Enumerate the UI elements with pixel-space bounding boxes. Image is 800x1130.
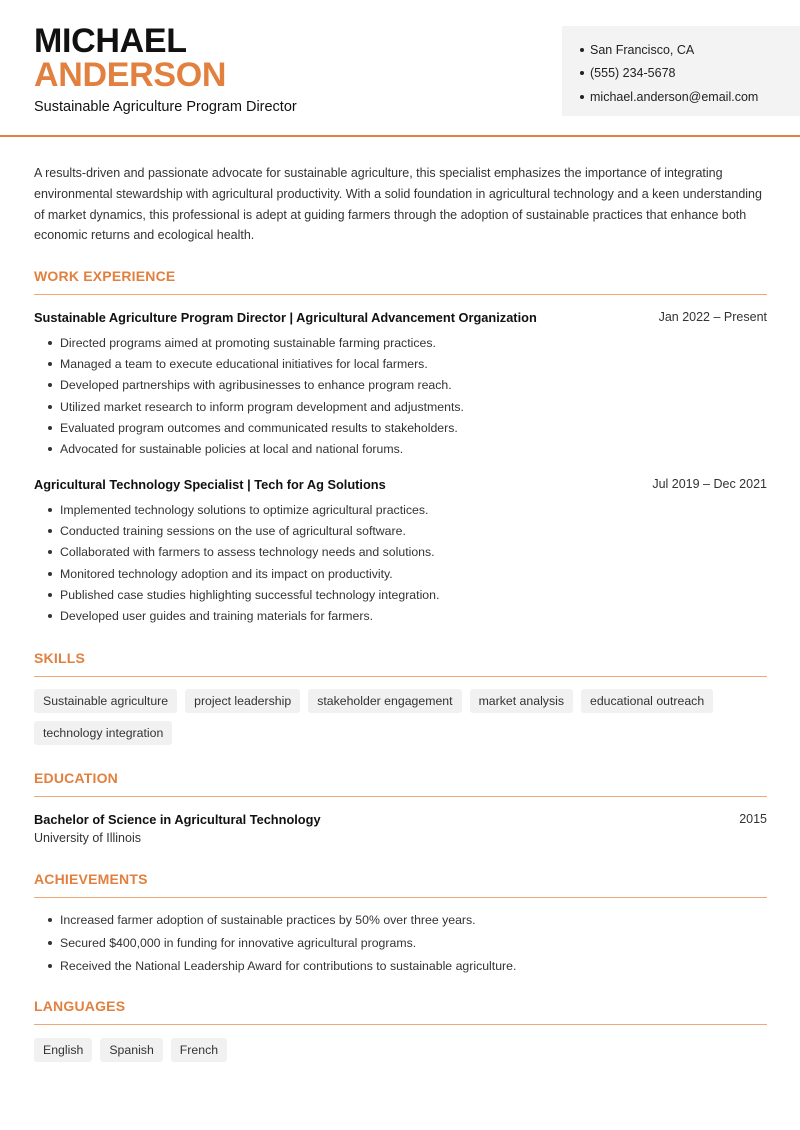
skill-chip: market analysis	[470, 689, 573, 713]
section-divider	[34, 897, 767, 898]
languages-heading: LANGUAGES	[34, 998, 126, 1014]
bullet-text: Developed user guides and training materials for farmers.	[60, 609, 374, 624]
job-2-dates: Jul 2019 – Dec 2021	[652, 477, 767, 491]
job-1-dates: Jan 2022 – Present	[658, 310, 767, 324]
list-item	[34, 932, 767, 955]
first-name: MICHAEL	[34, 22, 187, 60]
achievements-heading: ACHIEVEMENTS	[34, 871, 148, 887]
section-divider	[34, 796, 767, 797]
bullet-text: Received the National Leadership Award for contributions to sustainable agriculture.	[60, 958, 517, 973]
email-text: michael.anderson@email.com	[590, 89, 759, 104]
resume-header	[0, 0, 800, 137]
bullet-icon	[48, 508, 52, 512]
bullet-icon	[580, 48, 584, 52]
bullet-icon	[48, 593, 52, 597]
contact-phone	[580, 62, 800, 86]
list-item	[34, 542, 767, 563]
bullet-icon	[48, 614, 52, 618]
bullet-text: Utilized market research to inform program development and adjustments.	[60, 399, 464, 414]
contact-email	[580, 85, 800, 109]
skills-heading: SKILLS	[34, 650, 85, 666]
skill-chip: educational outreach	[581, 689, 713, 713]
degree-title: Bachelor of Science in Agricultural Technology	[34, 812, 321, 827]
list-item	[34, 563, 767, 584]
school-name: University of Illinois	[34, 831, 141, 845]
job-1-bullets	[34, 332, 767, 460]
last-name: ANDERSON	[34, 56, 227, 94]
job-2-bullets	[34, 499, 767, 627]
skill-chip: project leadership	[185, 689, 300, 713]
bullet-icon	[48, 572, 52, 576]
list-item	[34, 909, 767, 932]
bullet-text: Managed a team to execute educational initiatives for local farmers.	[60, 356, 428, 371]
location-text: San Francisco, CA	[590, 42, 695, 57]
bullet-icon	[580, 71, 584, 75]
job-title: Sustainable Agriculture Program Director	[34, 99, 297, 115]
section-divider	[34, 1024, 767, 1025]
skill-chip: Sustainable agriculture	[34, 689, 177, 713]
job-1-title: Sustainable Agriculture Program Director | Agricultural Advancement Organization	[34, 310, 537, 325]
bullet-icon	[48, 918, 52, 922]
skill-chip: technology integration	[34, 721, 172, 745]
bullet-text: Implemented technology solutions to optimize agricultural practices.	[60, 502, 429, 517]
section-divider	[34, 294, 767, 295]
list-item	[34, 584, 767, 605]
graduation-year: 2015	[739, 812, 767, 826]
skill-chip: stakeholder engagement	[308, 689, 461, 713]
summary-paragraph: A results-driven and passionate advocate for sustainable agriculture, this specialist emphasizes the importance of integrating environmental stewardship with agricultural productivity. With a solid foundation in agricultural technology and a keen understanding of market dynamics, this professional is adept at guiding farmers through the adoption of sustainable practices that enhance both economic returns and ecological health.	[34, 166, 762, 243]
bullet-text: Secured $400,000 in funding for innovative agricultural programs.	[60, 936, 417, 951]
language-chip: English	[34, 1038, 92, 1062]
achievements-list	[34, 909, 767, 977]
list-item	[34, 605, 767, 626]
bullet-icon	[48, 941, 52, 945]
contact-box	[562, 26, 800, 116]
language-chip: Spanish	[100, 1038, 162, 1062]
skills-list	[34, 689, 774, 745]
list-item	[34, 353, 767, 374]
phone-text: (555) 234-5678	[590, 66, 676, 81]
bullet-text: Advocated for sustainable policies at local and national forums.	[60, 442, 404, 457]
bullet-icon	[48, 426, 52, 430]
bullet-text: Collaborated with farmers to assess technology needs and solutions.	[60, 545, 435, 560]
section-divider	[34, 676, 767, 677]
bullet-icon	[580, 95, 584, 99]
bullet-icon	[48, 405, 52, 409]
language-chip: French	[171, 1038, 227, 1062]
bullet-icon	[48, 447, 52, 451]
contact-location	[580, 38, 800, 62]
bullet-icon	[48, 550, 52, 554]
bullet-text: Monitored technology adoption and its impact on productivity.	[60, 566, 393, 581]
bullet-icon	[48, 383, 52, 387]
list-item	[34, 417, 767, 438]
education-heading: EDUCATION	[34, 770, 118, 786]
bullet-text: Evaluated program outcomes and communicated results to stakeholders.	[60, 420, 458, 435]
list-item	[34, 396, 767, 417]
bullet-text: Increased farmer adoption of sustainable practices by 50% over three years.	[60, 913, 476, 928]
bullet-icon	[48, 341, 52, 345]
bullet-text: Directed programs aimed at promoting sustainable farming practices.	[60, 335, 436, 350]
work-experience-heading: WORK EXPERIENCE	[34, 268, 176, 284]
bullet-icon	[48, 964, 52, 968]
job-2-title: Agricultural Technology Specialist | Tech for Ag Solutions	[34, 477, 386, 492]
bullet-icon	[48, 362, 52, 366]
list-item	[34, 438, 767, 459]
list-item	[34, 520, 767, 541]
list-item	[34, 375, 767, 396]
bullet-text: Conducted training sessions on the use of agricultural software.	[60, 523, 406, 538]
bullet-icon	[48, 529, 52, 533]
bullet-text: Developed partnerships with agribusinesses to enhance program reach.	[60, 378, 452, 393]
list-item	[34, 499, 767, 520]
languages-list	[34, 1038, 774, 1062]
list-item	[34, 332, 767, 353]
list-item	[34, 955, 767, 978]
bullet-text: Published case studies highlighting successful technology integration.	[60, 587, 440, 602]
